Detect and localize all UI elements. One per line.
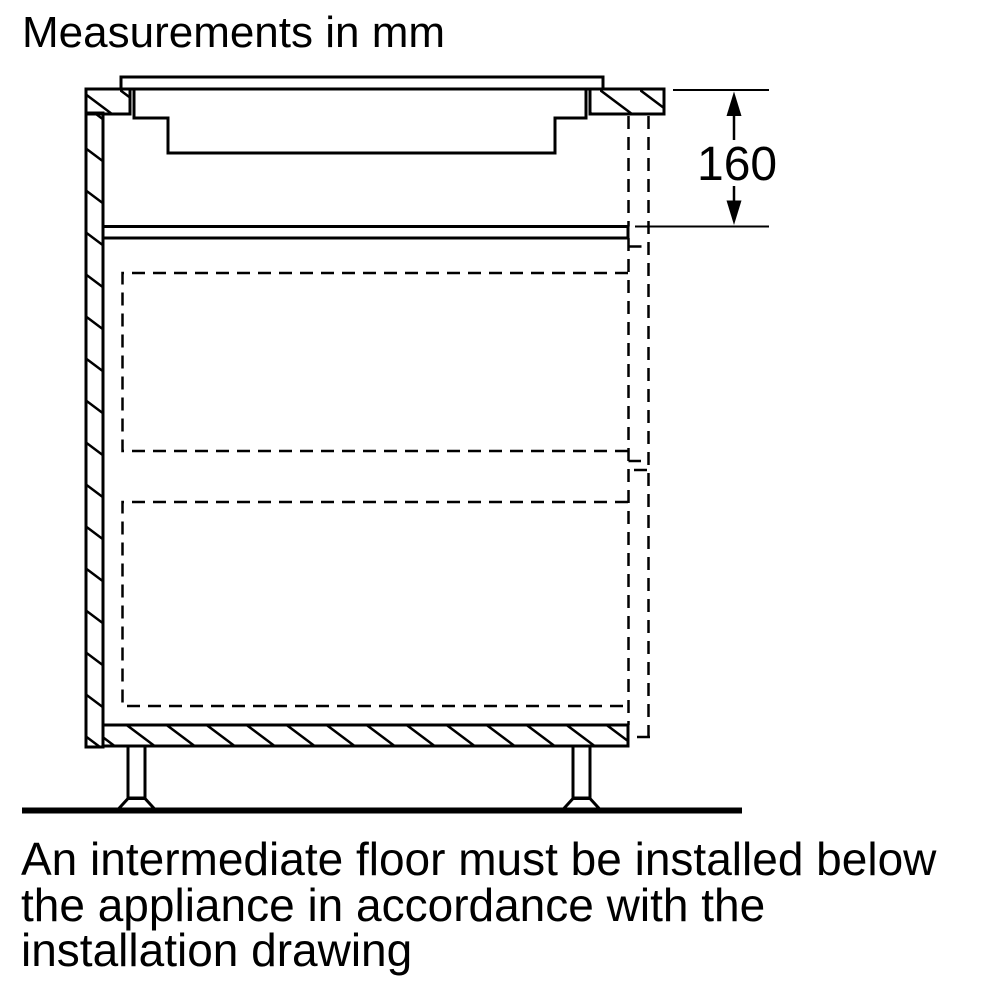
cabinet-side-panel — [86, 113, 103, 747]
hob-body — [134, 89, 586, 153]
dimension-label-160: 160 — [697, 138, 778, 191]
dimension-arrow-up-icon — [727, 92, 742, 117]
foot-left-shaft — [128, 746, 145, 798]
hob-glass-panel — [121, 77, 603, 89]
installation-note-line-3: installation drawing — [21, 924, 413, 976]
cabinet-bottom-panel — [103, 725, 628, 746]
dimension-arrow-down-icon — [727, 201, 742, 226]
drawer-lower-dashed — [123, 502, 629, 706]
intermediate-floor — [103, 227, 628, 239]
worktop-right-section — [590, 89, 664, 114]
installation-note-line-2: the appliance in accordance with the — [21, 878, 766, 931]
adjustable-foot-right — [563, 746, 601, 810]
page-title: Measurements in mm — [22, 8, 446, 57]
drawer-upper-dashed — [123, 273, 629, 451]
adjustable-foot-left — [118, 746, 156, 810]
installation-note-line-1: An intermediate floor must be installed below — [21, 833, 937, 885]
foot-right-shaft — [573, 746, 590, 798]
installation-note — [21, 833, 937, 976]
worktop-left-section — [86, 89, 130, 114]
